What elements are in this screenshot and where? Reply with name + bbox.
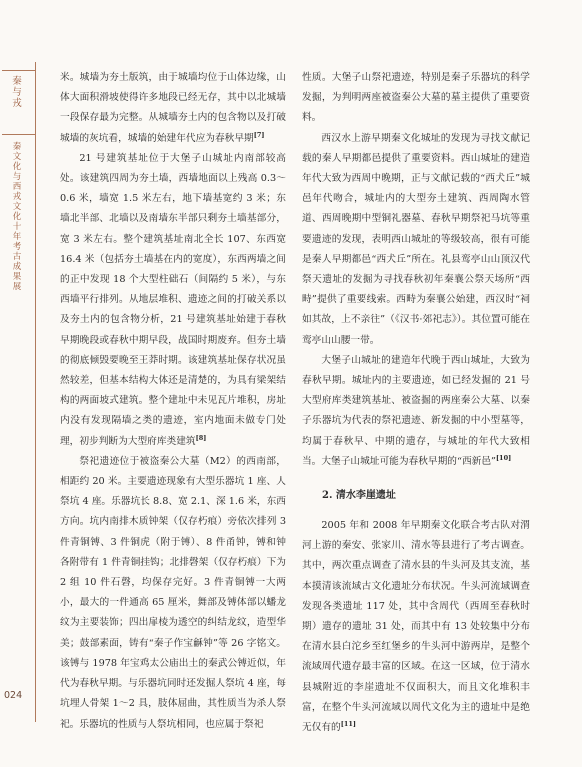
margin-divider: [2, 134, 36, 135]
paragraph: 性质。大堡子山祭祀遗迹，特别是秦子乐器坑的科学发掘，为判明两座被盗秦公大墓的墓主提供了重要资料。: [302, 72, 530, 124]
paragraph-text: 大堡子山城址的建造年代晚于西山城址，大致为春秋早期。城址内的主要遗迹，如已经发掘的 21 号大型府库类建筑基址、被盗掘的两座秦公大墓、以秦子乐器坑为代表的祭祀遗迹、新发掘的中小型墓等，均属于春秋早、中期的遗存，与城址的年代大致相当。大堡子山城址可能为春秋早期的“西新邑”: [302, 354, 530, 467]
paragraph: 祭祀遗迹位于被盗秦公大墓（M2）的西南部，相距约 20 米。主要遗迹现象有大型乐器坑 1 座、人祭坑 4 座。乐器坑长 8.8、宽 2.1、深 1.6 米，东西方向。坑内南排木质钟架（仅存朽痕）旁依次排列 3 件青铜镈、3 件铜虎（附于镈）、8 件甬钟，镈和钟各附带有 1 件青铜挂钩；北排磬架（仅存朽痕）下为 2 组 10 件石磬，均保存完好。3 件青铜镈一大两小，最大的一件通高 65 厘米，舞部及镈体部以蟠龙纹为主要装饰；四出扉棱为透空的纠结龙纹，造型华美；鼓部素面，铸有“秦子作宝龢钟”等 26 字铭文。该镈与 1978 年宝鸡太公庙出土的秦武公镈近似，年代为春秋早期。与乐器坑同时还发掘人祭坑 4 座，每坑埋人骨架 1～2 具，肢体屈曲，其性质当为杀人祭祀。乐器坑的性质与人祭坑相同，也应属于祭祀: [60, 455, 286, 730]
left-column: [60, 68, 286, 735]
paragraph: 西汉水上游早期秦文化城址的发现为寻找文献记载的秦人早期都邑提供了重要资料。西山城址的建造年代大致为西周中晚期，正与文献记载的“西犬丘”城邑年代吻合，城址内的大型夯土建筑、西周陶水管道、西周晚期中型铜礼器墓、春秋早期祭祀马坑等重要遗迹的发现，表明西山城址的等级较高，很有可能是秦人早期都邑“西犬丘”所在。礼县鸾亭山山顶汉代祭天遗址的发掘为寻找春秋初年秦襄公祭天场所“西畤”提供了重要线索。西畤为秦襄公始建，西汉时“祠如其故，上不亲往”（《汉书·郊祀志》）。其位置可能在鸾亭山山腰一带。: [302, 132, 530, 346]
paragraph: [302, 516, 530, 738]
margin-divider: [2, 70, 36, 71]
section-heading: 2. 清水李崖遗址: [322, 490, 396, 502]
footnote-ref: [8]: [195, 433, 207, 442]
side-margin: [0, 62, 40, 722]
footnote-ref: [7]: [253, 130, 265, 139]
paragraph: [60, 149, 286, 452]
paragraph-text: 21 号建筑基址位于大堡子山城址内南部较高处。该建筑四周为夯土墙，西墙地面以上残高 0.3～0.6 米，墙宽 1.5 米左右，地下墙基宽约 3 米；东墙北半部、北墙以及南墙东半部只剩夯土墙基部分，宽 3 米左右。整个建筑基址南北全长 107、东西宽 16.4 米（包括夯土墙基在内的宽度），东西两墙之间的正中发现 18 个大型柱础石（间隔约 5 米），与东西墙平行排列。从地层堆积、遗迹之间的打破关系以及夯土内的包含物分析，21 号建筑基址始建于春秋早期晚段或春秋中期早段，战国时期废弃。但夯土墙的彻底倾毁要晚至王莽时期。该建筑基址保存状况虽然较差，但基本结构大体还是清楚的，为具有梁架结构的两面坡式建筑。整个建址中未见瓦片堆积，房址内没有发现隔墙之类的遗迹，室内地面未做专门处理，初步判断为大型府库类建筑: [60, 152, 286, 447]
right-column: [302, 68, 530, 738]
paragraph: [60, 68, 286, 149]
margin-rule: [35, 62, 36, 722]
footnote-ref: [10]: [495, 453, 512, 462]
book-subtitle: 秦 文 化 与 西 戎 文 化 十 年 考 古 成 果 展: [12, 142, 22, 292]
paragraph: [302, 351, 530, 472]
book-title: 秦 与 戎: [12, 76, 22, 109]
paragraph-text: 米。城墙为夯土版筑，由于城墙均位于山体边缘，山体大面积滑坡使得许多地段已经无存，其中以北城墙一段保存最为完整。从城墙夯土内的包含物以及打破城墙的灰坑看，城墙的始建年代应为春秋早期: [60, 72, 286, 144]
paragraph-text: 2005 年和 2008 年早期秦文化联合考古队对渭河上游的秦安、张家川、清水等县进行了考古调查。其中，两次重点调查了清水县的牛头河及其支流，基本摸清该流域古文化遗址分布状况。牛头河流域调查发现各类遗址 117 处，其中含周代（西周至春秋时期）遗存的遗址 31 处，而其中有 13 处较集中分布在清水县白沱乡至红堡乡的牛头河中游两岸，是整个流域周代遗存最丰富的区域。在这一区域，位于清水县城附近的李崖遗址不仅面积大，而且文化堆积丰富，在整个牛头河流域以周代文化为主的遗址中是绝无仅有的: [302, 520, 530, 734]
page-number: 024: [4, 690, 23, 701]
footnote-ref: [11]: [340, 719, 356, 728]
